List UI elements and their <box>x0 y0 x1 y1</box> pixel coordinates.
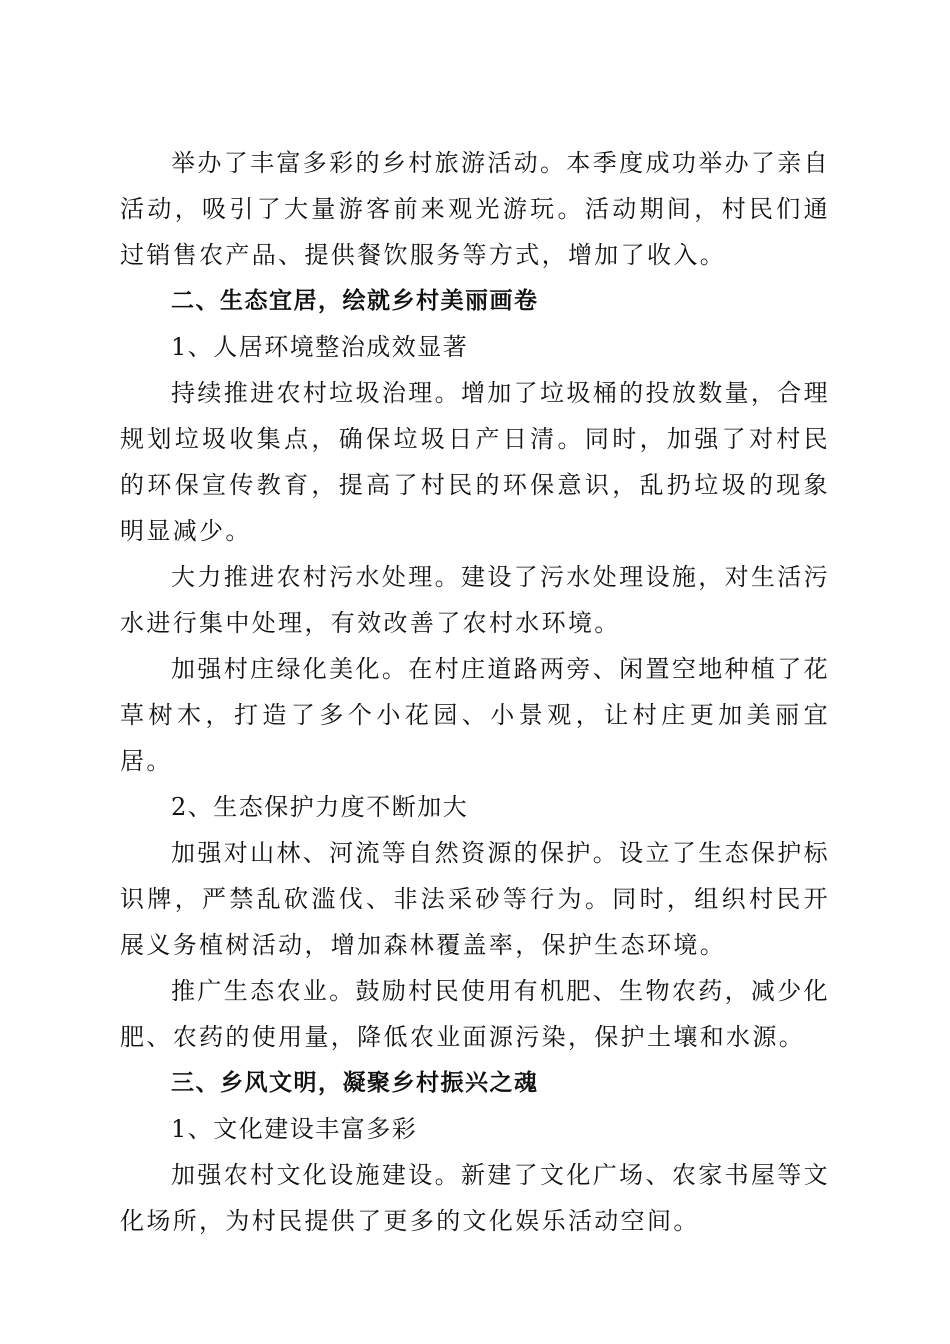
section-heading-ecological-living: 二、生态宜居，绘就乡村美丽画卷 <box>171 288 539 314</box>
paragraph-ecological-agriculture: 推广生态农业。鼓励村民使用有机肥、生物农药，减少化肥、农药的使用量，降低农业面源污染，保护土壤和水源。 <box>120 977 830 1051</box>
paragraph-village-greening: 加强村庄绿化美化。在村庄道路两旁、闲置空地种植了花草树木，打造了多个小花园、小景观，让村庄更加美丽宜居。 <box>120 655 830 775</box>
subheading-cultural-construction: 1、文化建设丰富多彩 <box>171 1115 418 1143</box>
section-heading-rural-civilization: 三、乡风文明，凝聚乡村振兴之魂 <box>171 1070 539 1096</box>
paragraph-sewage-treatment: 大力推进农村污水处理。建设了污水处理设施，对生活污水进行集中处理，有效改善了农村水环境。 <box>120 563 830 637</box>
paragraph-natural-resources: 加强对山林、河流等自然资源的保护。设立了生态保护标识牌，严禁乱砍滥伐、非法采砂等行为。同时，组织村民开展义务植树活动，增加森林覆盖率，保护生态环境。 <box>120 839 830 959</box>
document-body <box>120 140 830 1244</box>
paragraph-rural-tourism: 举办了丰富多彩的乡村旅游活动。本季度成功举办了亲自活动，吸引了大量游客前来观光游玩。活动期间，村民们通过销售农产品、提供餐饮服务等方式，增加了收入。 <box>120 149 830 269</box>
paragraph-cultural-facilities: 加强农村文化设施建设。新建了文化广场、农家书屋等文化场所，为村民提供了更多的文化娱乐活动空间。 <box>120 1161 830 1235</box>
subheading-living-environment: 1、人居环境整治成效显著 <box>171 333 469 361</box>
paragraph-garbage-treatment: 持续推进农村垃圾治理。增加了垃圾桶的投放数量，合理规划垃圾收集点，确保垃圾日产日清。同时，加强了对村民的环保宣传教育，提高了村民的环保意识，乱扔垃圾的现象明显减少。 <box>120 379 830 545</box>
subheading-ecological-protection: 2、生态保护力度不断加大 <box>171 793 469 821</box>
